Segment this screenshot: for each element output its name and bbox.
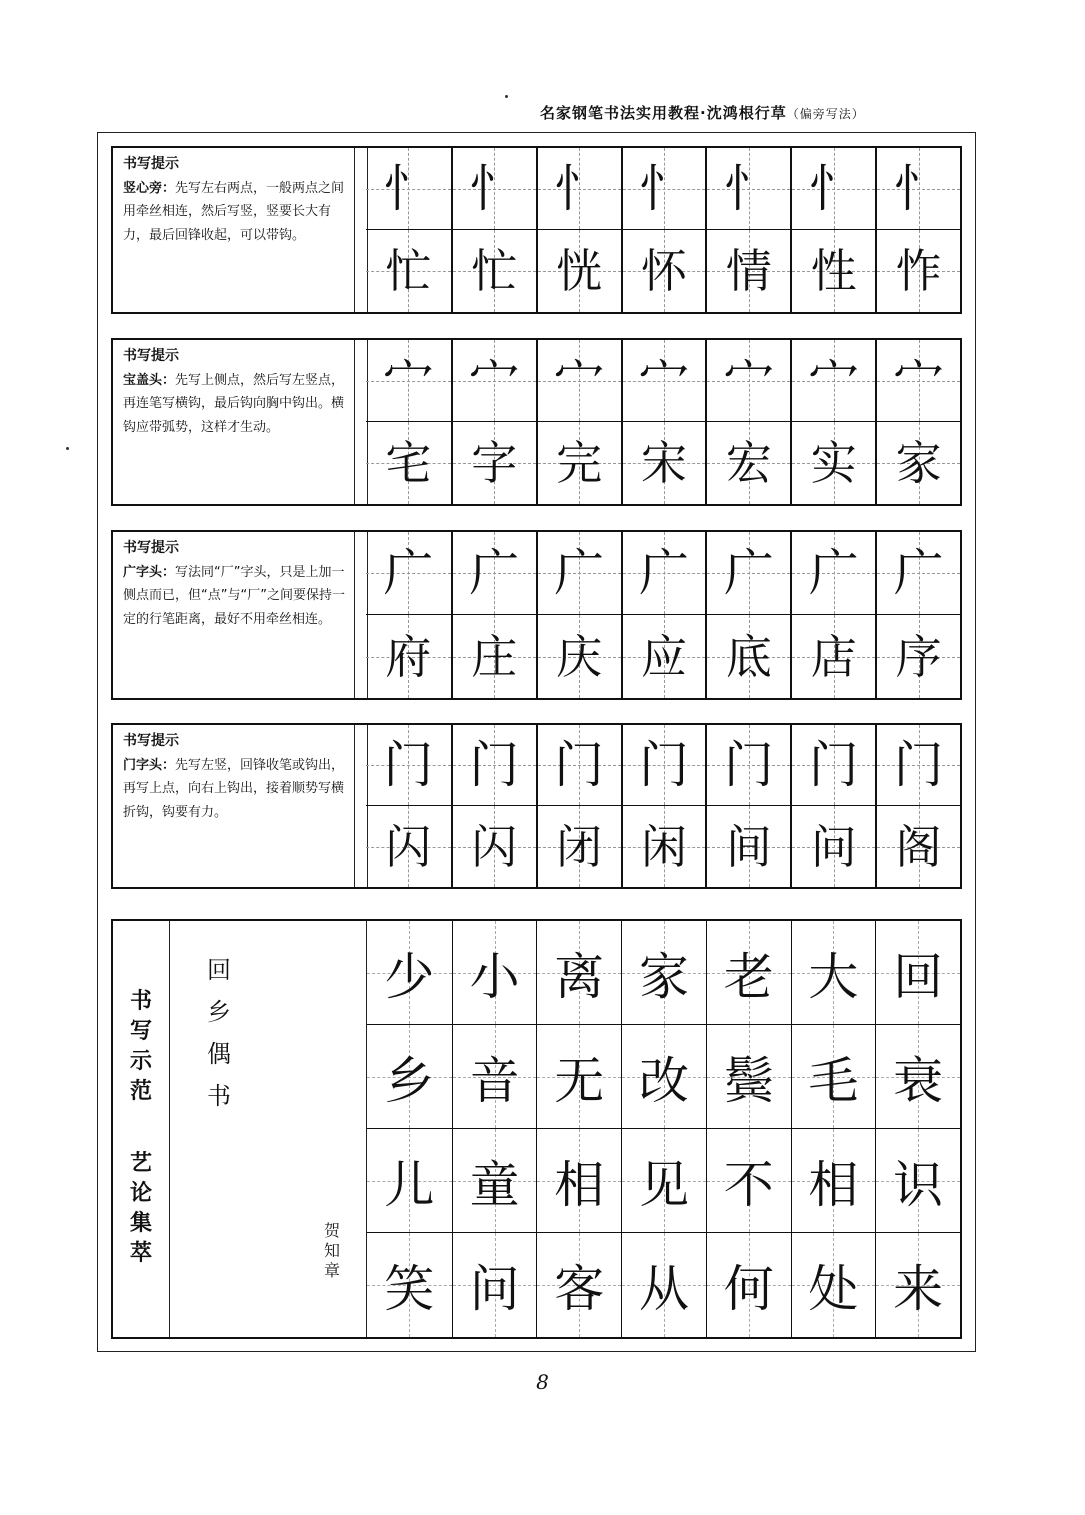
poem-author: 贺 知 章 xyxy=(323,1221,340,1280)
tip-title: 书写提示 xyxy=(123,156,179,172)
poem-char: 乡 xyxy=(384,1051,435,1110)
tip-body xyxy=(123,369,346,440)
example-cell xyxy=(705,806,790,887)
radical-glyph: 宀 xyxy=(893,351,944,410)
radical-name: 宝盖头： xyxy=(123,372,176,388)
poem-char: 鬓 xyxy=(723,1051,774,1110)
poem-char: 从 xyxy=(638,1260,689,1318)
example-cell xyxy=(621,806,706,887)
radical-glyph: 忄 xyxy=(554,159,605,218)
example-char: 怀 xyxy=(640,244,687,298)
radical-glyph: 宀 xyxy=(808,351,859,410)
radical-cell xyxy=(790,532,875,615)
tip-title: 书写提示 xyxy=(123,733,179,749)
poem-char: 识 xyxy=(893,1155,944,1214)
poem-cell xyxy=(536,1025,621,1129)
radical-glyph: 忄 xyxy=(808,159,859,218)
tip-title: 书写提示 xyxy=(123,348,179,364)
example-cell xyxy=(790,615,875,698)
example-cell xyxy=(366,230,451,312)
example-char: 完 xyxy=(556,436,603,490)
example-cell xyxy=(451,230,536,312)
poem-char: 离 xyxy=(554,947,605,1006)
poem-char: 处 xyxy=(808,1260,859,1318)
poem-cell xyxy=(536,1233,621,1337)
radical-glyph: 广 xyxy=(723,544,774,602)
example-char: 闪 xyxy=(471,819,518,874)
example-cell xyxy=(536,422,621,504)
poem-cell xyxy=(621,1025,706,1129)
radical-cell xyxy=(875,532,960,615)
poem-char: 何 xyxy=(723,1260,774,1318)
radical-cell xyxy=(705,725,790,806)
example-cell xyxy=(451,806,536,887)
poem-cell xyxy=(367,1129,452,1233)
example-char: 府 xyxy=(385,629,432,684)
poem-cell xyxy=(706,921,791,1025)
example-char: 忙 xyxy=(471,244,518,298)
radical-glyph: 广 xyxy=(893,544,944,602)
poem-cell xyxy=(536,1129,621,1233)
radical-cell xyxy=(621,532,706,615)
example-cell xyxy=(705,230,790,312)
example-cell xyxy=(621,230,706,312)
radical-glyph: 门 xyxy=(383,736,434,794)
example-cell xyxy=(536,230,621,312)
example-char: 宋 xyxy=(640,436,687,490)
tip-box xyxy=(113,725,354,887)
poem-cell xyxy=(621,921,706,1025)
radical-cell xyxy=(790,725,875,806)
example-cell xyxy=(875,806,960,887)
radical-glyph: 广 xyxy=(554,544,605,602)
header-subtitle: （偏旁写法） xyxy=(786,107,865,121)
radical-cell xyxy=(621,148,706,230)
radical-cell xyxy=(621,725,706,806)
radical-section xyxy=(111,530,962,700)
poem-cell xyxy=(621,1233,706,1337)
poem-cell xyxy=(706,1025,791,1129)
example-cell xyxy=(875,422,960,504)
radical-cell xyxy=(451,340,536,422)
poem-char: 见 xyxy=(638,1155,689,1214)
poem-cell xyxy=(875,1025,960,1129)
poem-cell xyxy=(452,921,537,1025)
poem-char: 童 xyxy=(469,1155,520,1214)
poem-char: 改 xyxy=(638,1051,689,1110)
tip-title: 书写提示 xyxy=(123,540,179,556)
radical-glyph: 宀 xyxy=(723,351,774,410)
example-cell xyxy=(875,230,960,312)
radical-glyph: 忄 xyxy=(638,159,689,218)
example-cell xyxy=(705,422,790,504)
poem-char: 相 xyxy=(808,1155,859,1214)
poem-title: 回 乡 偶 书 xyxy=(207,956,231,1110)
poem-cell xyxy=(706,1233,791,1337)
radical-glyph: 宀 xyxy=(383,351,434,410)
radical-cell xyxy=(875,340,960,422)
radical-glyph: 忄 xyxy=(469,159,520,218)
poem-cell xyxy=(791,1129,876,1233)
practice-grid xyxy=(366,148,960,312)
example-cell xyxy=(536,806,621,887)
tip-box xyxy=(113,532,354,698)
example-cell xyxy=(366,615,451,698)
poem-cell xyxy=(452,1025,537,1129)
poem-char: 家 xyxy=(638,947,689,1006)
poem-cell xyxy=(875,1129,960,1233)
poem-cell xyxy=(452,1129,537,1233)
header-title: 名家钢笔书法实用教程·沈鸿根行草 xyxy=(540,104,787,122)
example-char: 恍 xyxy=(556,244,603,298)
radical-name: 竖心旁： xyxy=(123,180,176,196)
radical-cell xyxy=(366,532,451,615)
example-cell xyxy=(366,806,451,887)
poem-title-column xyxy=(169,921,366,1337)
radical-cell xyxy=(451,532,536,615)
poem-cell xyxy=(536,921,621,1025)
example-char: 阁 xyxy=(895,819,942,874)
poem-grid xyxy=(366,921,960,1337)
radical-cell xyxy=(705,340,790,422)
poem-cell xyxy=(367,921,452,1025)
poem-cell xyxy=(875,921,960,1025)
poem-char: 笑 xyxy=(384,1260,435,1318)
example-char: 闲 xyxy=(640,819,687,874)
tip-text: 先写上侧点，然后写左竖点，再连笔写横钩，最后钩向胸中钩出。横钩应带弧势，这样才生动。 xyxy=(123,372,345,435)
example-char: 问 xyxy=(810,819,857,874)
print-speck xyxy=(66,447,69,450)
radical-cell xyxy=(705,532,790,615)
example-cell xyxy=(621,615,706,698)
example-cell xyxy=(790,230,875,312)
example-cell xyxy=(536,615,621,698)
radical-glyph: 广 xyxy=(808,544,859,602)
poem-char: 少 xyxy=(384,947,435,1006)
poem-char: 大 xyxy=(808,947,859,1006)
tip-box xyxy=(113,148,354,312)
poem-cell xyxy=(791,1233,876,1337)
example-char: 序 xyxy=(895,629,942,684)
radical-glyph: 门 xyxy=(638,736,689,794)
radical-cell xyxy=(366,340,451,422)
example-cell xyxy=(451,615,536,698)
poem-cell xyxy=(367,1025,452,1129)
radical-section xyxy=(111,723,962,889)
example-char: 字 xyxy=(471,436,518,490)
example-char: 情 xyxy=(725,244,772,298)
poem-char: 小 xyxy=(469,947,520,1006)
example-char: 庆 xyxy=(556,629,603,684)
example-char: 间 xyxy=(725,819,772,874)
radical-glyph: 忄 xyxy=(893,159,944,218)
tip-body xyxy=(123,177,346,248)
poem-char: 来 xyxy=(893,1260,944,1318)
radical-cell xyxy=(366,148,451,230)
radical-glyph: 宀 xyxy=(638,351,689,410)
radical-cell xyxy=(705,148,790,230)
page-number: 8 xyxy=(536,1370,549,1394)
practice-grid xyxy=(366,340,960,504)
radical-cell xyxy=(790,148,875,230)
example-cell xyxy=(705,615,790,698)
example-char: 宏 xyxy=(725,436,772,490)
radical-name: 门字头： xyxy=(123,757,176,773)
example-char: 家 xyxy=(895,436,942,490)
poem-char: 儿 xyxy=(384,1155,435,1214)
example-char: 应 xyxy=(640,629,687,684)
example-char: 忙 xyxy=(385,244,432,298)
poem-char: 音 xyxy=(469,1051,520,1110)
example-char: 宅 xyxy=(385,436,432,490)
radical-cell xyxy=(875,725,960,806)
example-cell xyxy=(621,422,706,504)
side-label-bottom: 艺 论 集 萃 xyxy=(129,1151,152,1266)
poem-cell xyxy=(452,1233,537,1337)
poem-char: 客 xyxy=(554,1260,605,1318)
radical-glyph: 门 xyxy=(554,736,605,794)
tip-text: 写法同“厂”字头，只是上加一侧点而已，但“点”与“厂”之间要保持一定的行笔距离，最好不用牵丝相连。 xyxy=(123,564,345,627)
example-cell xyxy=(366,422,451,504)
radical-cell xyxy=(536,532,621,615)
poem-char: 相 xyxy=(554,1155,605,1214)
radical-glyph: 门 xyxy=(469,736,520,794)
radical-glyph: 忄 xyxy=(383,159,434,218)
radical-section xyxy=(111,338,962,506)
tip-text: 先写左右两点，一般两点之间用牵丝相连，然后写竖，竖要长大有力，最后回锋收起，可以带钩。 xyxy=(123,180,345,243)
radical-cell xyxy=(536,725,621,806)
radical-glyph: 门 xyxy=(893,736,944,794)
poem-cell xyxy=(621,1129,706,1233)
example-char: 底 xyxy=(725,629,772,684)
radical-cell xyxy=(451,148,536,230)
example-cell xyxy=(875,615,960,698)
example-char: 庄 xyxy=(471,629,518,684)
poem-cell xyxy=(706,1129,791,1233)
radical-cell xyxy=(366,725,451,806)
radical-section xyxy=(111,146,962,314)
radical-glyph: 宀 xyxy=(554,351,605,410)
tip-body xyxy=(123,561,346,632)
radical-glyph: 忄 xyxy=(723,159,774,218)
side-label-top: 书 写 示 范 xyxy=(129,989,152,1104)
poem-cell xyxy=(791,1025,876,1129)
example-cell xyxy=(790,806,875,887)
radical-cell xyxy=(451,725,536,806)
poem-cell xyxy=(875,1233,960,1337)
example-char: 性 xyxy=(810,244,857,298)
poem-char: 衰 xyxy=(893,1051,944,1110)
example-cell xyxy=(790,422,875,504)
poem-char: 毛 xyxy=(808,1051,859,1110)
poem-char: 回 xyxy=(893,947,944,1006)
radical-glyph: 门 xyxy=(808,736,859,794)
radical-glyph: 广 xyxy=(383,544,434,602)
radical-glyph: 门 xyxy=(723,736,774,794)
radical-glyph: 广 xyxy=(638,544,689,602)
poem-char: 不 xyxy=(723,1155,774,1214)
example-char: 闪 xyxy=(385,819,432,874)
radical-glyph: 宀 xyxy=(469,351,520,410)
tip-body xyxy=(123,754,346,825)
radical-cell xyxy=(875,148,960,230)
tip-text: 先写左竖，回锋收笔或钩出，再写上点，向右上钩出，接着顺势写横折钩，钩要有力。 xyxy=(123,757,345,820)
tip-box xyxy=(113,340,354,504)
radical-cell xyxy=(536,148,621,230)
poem-char: 问 xyxy=(469,1260,520,1318)
practice-grid xyxy=(366,725,960,887)
radical-cell xyxy=(790,340,875,422)
side-label-column xyxy=(113,921,170,1337)
poem-char: 老 xyxy=(723,947,774,1006)
radical-glyph: 广 xyxy=(469,544,520,602)
print-speck xyxy=(505,95,508,98)
example-char: 闭 xyxy=(556,819,603,874)
practice-grid xyxy=(366,532,960,698)
radical-cell xyxy=(536,340,621,422)
poem-cell xyxy=(367,1233,452,1337)
example-char: 怍 xyxy=(895,244,942,298)
example-char: 店 xyxy=(810,629,857,684)
poem-section xyxy=(111,919,962,1339)
radical-name: 广字头： xyxy=(123,564,176,580)
example-cell xyxy=(451,422,536,504)
poem-char: 无 xyxy=(554,1051,605,1110)
poem-cell xyxy=(791,921,876,1025)
radical-cell xyxy=(621,340,706,422)
example-char: 实 xyxy=(810,436,857,490)
running-header xyxy=(540,102,980,128)
